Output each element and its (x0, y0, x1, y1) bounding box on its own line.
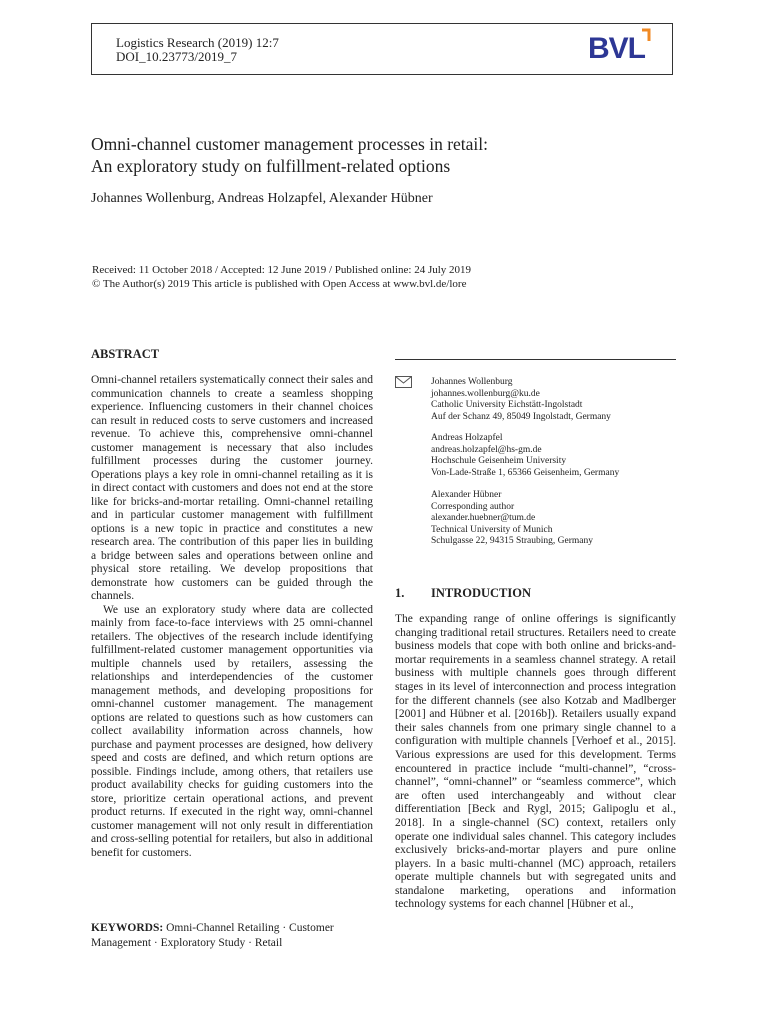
journal-header (91, 23, 673, 75)
keywords (91, 921, 373, 950)
contact-affiliation: Technical University of Munich (431, 524, 553, 535)
contact-affiliation: Catholic University Eichstätt-Ingolstadt (431, 400, 583, 410)
column-rule (395, 359, 676, 360)
abstract-heading: ABSTRACT (91, 347, 160, 361)
logo-text: BVL (588, 32, 645, 65)
introduction-body (395, 613, 676, 912)
abstract-paragraph-2: We use an exploratory study where data are collected mainly from face-to-face interviews with 25 omni-channel retailers. The objectives of the research include identifying fulfillment-related customer management opportunities via multiple channels used by retailers, assessing the relationships and interdependencies of the customer management methods, and developing propositions for omni-channel customer management. The management options are related to questions such as how customers can collect availability information across channels, how purchase and payment processes are designed, how delivery speed and costs are defined, and which return options are possible. Findings include, among others, that retailers use product availability checks for guiding customers into the store, prioritize certain operational actions, and prevent product returns. If executed in the right way, omni-channel customer management will not only result in differentiation and cross-selling potential for retailers, but also in additional benefit for customers. (91, 603, 373, 859)
contact-address: Von-Lade-Straße 1, 65366 Geisenheim, Germany (431, 467, 620, 478)
contact-role: Corresponding author (431, 501, 515, 512)
logo-accent-mark (641, 28, 651, 42)
abstract-paragraph-1: Omni-channel retailers systematically connect their sales and communication channels to create a seamless shopping experience. Influencing customers in their channel choices can result in reduced costs to serve customers and increased revenue. To achieve this, comprehensive omni-channel customer management is necessary that also includes fulfillment processes during the customer journey. Operations plays a key role in omni-channel retailing as it is in direct contact with customers and does not end at the store like for bricks-and-mortar retailing. Omni-channel retailing and in particular customer management with fulfillment options is a new topic in practice and constitutes a new research area. The contribution of this paper lies in building a bridge between sales and operations between online and physical store retailing. We develop propositions that demonstrate how customers can be guided through the channels. (91, 374, 373, 602)
doi: DOI_10.23773/2019_7 (116, 49, 237, 64)
contact-author-2 (431, 433, 619, 479)
introduction-heading (395, 586, 531, 601)
keywords-label: KEYWORDS: (91, 922, 164, 934)
section-title: INTRODUCTION (431, 586, 532, 600)
envelope-icon (395, 376, 412, 388)
introduction-paragraph: The expanding range of online offerings is significantly changing traditional retail structures. Retailers need to create business models that cope with both online and bricks-and-mortar requirements in a seamless channel strategy. A retail business with multiple channels goes through different stages in its level of interconnection and process integration for the different channels (see also Kotzab and Madlberger [2001] and Hübner et al. [2016b]). Retailers usually expand their sales channels from one primary single channel to a configuration with multiple channels [Verhoef et al., 2015]. Various expressions are used for this development. Terms encountered in practice include “multi-channel”, “cross-channel”, “omni-channel” or “seamless commerce”, which are often used interchangeably and without clear differentiation [Beck and Rygl, 2015; Galipoglu et al., 2018]. In a single-channel (SC) context, retailers only operate one individual sales channel. This category includes exclusively bricks-and-mortar players and pure online players. In a basic multi-channel (MC) approach, retailers operate multiple channels but with segregated units and standalone marketing, operations and information technology systems for each channel [Hübner et al., (395, 613, 676, 911)
contact-address: Auf der Schanz 49, 85049 Ingolstadt, Germany (431, 411, 611, 422)
journal-citation: Logistics Research (2019) 12:7 (116, 35, 279, 50)
contact-email[interactable]: alexander.huebner@tum.de (431, 513, 536, 523)
author-list: Johannes Wollenburg, Andreas Holzapfel, Alexander Hübner (91, 191, 433, 206)
keywords-text: Omni-Channel Retailing · Customer Management · Exploratory Study · Retail (91, 922, 334, 949)
contact-author-1 (431, 377, 611, 423)
bvl-logo (588, 28, 658, 68)
title-line-2: An exploratory study on fulfillment-related options (91, 156, 451, 176)
contact-name: Johannes Wollenburg (431, 377, 513, 387)
title-line-1: Omni-channel customer management processes in retail: (91, 134, 489, 154)
contact-author-3 (431, 490, 593, 548)
contact-address: Schulgasse 22, 94315 Straubing, Germany (431, 536, 594, 546)
abstract-body (91, 374, 373, 860)
contact-email[interactable]: johannes.wollenburg@ku.de (431, 388, 540, 399)
section-number: 1. (395, 586, 405, 600)
publication-info (92, 263, 471, 291)
publication-dates: Received: 11 October 2018 / Accepted: 12 June 2019 / Published online: 24 July 2019 (92, 264, 472, 276)
contact-affiliation: Hochschule Geisenheim University (431, 456, 567, 466)
license-note: © The Author(s) 2019 This article is published with Open Access at www.bvl.de/lore (92, 278, 467, 290)
contact-name: Alexander Hübner (431, 490, 502, 500)
contact-name: Andreas Holzapfel (431, 433, 503, 443)
contact-email[interactable]: andreas.holzapfel@hs-gm.de (431, 444, 542, 455)
paper-title (91, 133, 691, 177)
